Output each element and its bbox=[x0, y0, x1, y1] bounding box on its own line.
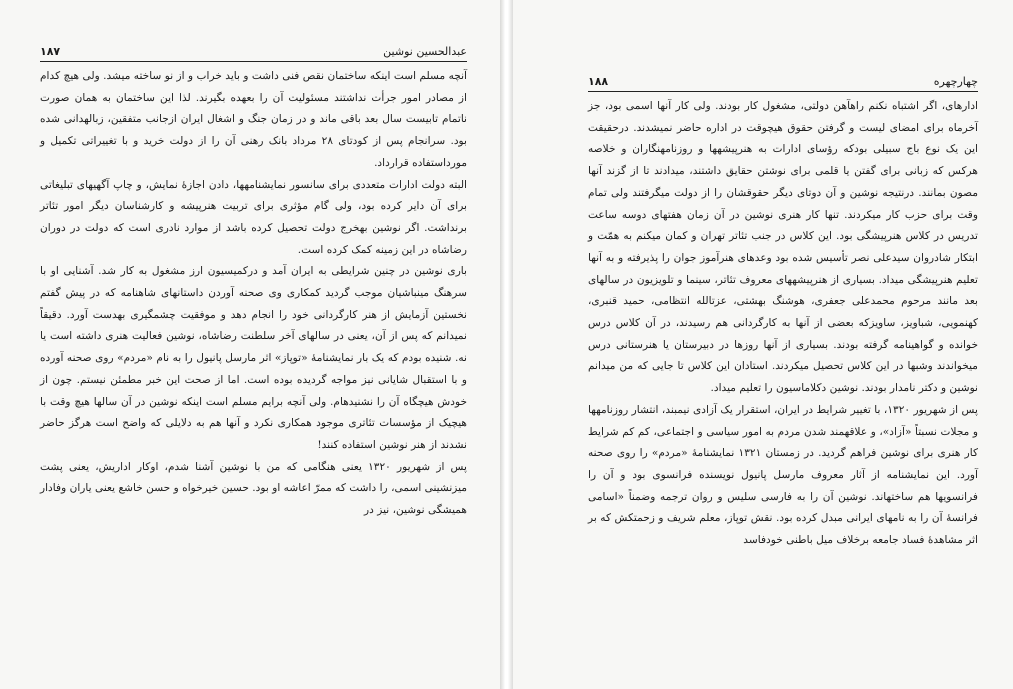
running-title: چهارچهره bbox=[933, 75, 978, 88]
paragraph: پس از شهریور ۱۳۲۰ یعنی هنگامی که من با نوشین آشنا شدم، اوکار اداریش، یعنی پشت میزنشینی اسمی، را داشت که ممرّ اعاشه او بود. حسین خیرخواه و حسن خاشع یعنی یاران وفادار همیشگی نوشین، نیز در bbox=[40, 460, 467, 517]
page-text bbox=[40, 66, 467, 674]
book-gutter bbox=[500, 0, 513, 689]
paragraph: البته دولت ادارات متعددی برای سانسور نمایشنامهها، دادن اجازهٔ نمایش، و چاپ آگهیهای تبلیغاتی برای آن دایر کرده بود، ولی گام مؤثری برای تربیت هنرپیشه و کارشناسان دیگر امور تئاتر برنداشت. اگر نوشین بهخرج دولت تحصیل کرده باشد از موارد نادری است که دولت در دوران رضاشاه در این زمینه کمک کرده است. bbox=[40, 178, 467, 256]
page-text bbox=[588, 96, 978, 676]
paragraph: پس از شهریور ۱۳۲۰، با تغییر شرایط در ایران، استقرار یک آزادی نیمبند، انتشار روزنامهها و مجلات نسبتاً «آزاد»، و علاقهمند شدن مردم به امور سیاسی و اجتماعی، کم کم شرایط کار هنری برای نوشین فراهم گردید. در زمستان ۱۳۲۱ نمایشنامهٔ «مردم» را روی صحنه آورد. این نمایشنامه از آثار معروف مارسل پانیول نویسنده فرانسوی بود و آن را فرانسویها هم ساختهاند. نوشین آن را به فارسی سلیس و روان ترجمه وضمناً «اسامی فرانسهٔ آن را به نامهای ایرانی مبدل کرده بود. نقش توپاز، معلم شریف و زحمتکش که بر اثر مشاهدهٔ فساد جامعه برخلاف میل باطنی خودفاسد bbox=[588, 403, 978, 547]
running-title: عبدالحسین نوشین bbox=[383, 45, 467, 58]
right-page-header bbox=[588, 73, 978, 92]
paragraph: باری نوشین در چنین شرایطی به ایران آمد و درکمیسیون ارز مشغول به کار شد. آشنایی او با سرهنگ مینباشیان موجب گردید کمکاری وی صحنه آوردن داستانهای شاهنامه که در پیش گفتم نخستین آزمایش از هنر کارگردانی خود را انجام دهد و موفقیت چشمگیری بهدست آورد. دقیقاً نمیدانم که پس از آن، یعنی در سالهای آخر سلطنت رضاشاه، نوشین فعالیت هنری داشته است یا نه. شنیده بودم که یک بار نمایشنامهٔ «توپاز» اثر مارسل پانیول را به نام «مردم» روی صحنه آورده و با استقبال شایانی نیز مواجه گردیده بوده است. اما از صحت این خبر مطمئن نیستم. چون از خودش هیچگاه آن را نشنیدهام. ولی آنچه برایم مسلم است اینکه نوشین در آن سالها هیچ وقت با هیچیک از مؤسسات تئاتری موجود همکاری نکرد و آنها هم به دلایلی که واضح است هرگز حاضر نشدند از هنر نوشین استفاده کنند! bbox=[40, 265, 467, 451]
right-page bbox=[513, 0, 1013, 689]
page-number: ۱۸۸ bbox=[588, 75, 609, 88]
left-page bbox=[0, 0, 500, 689]
paragraph: ادارهای، اگر اشتباه نکنم راهآهن دولتی، مشغول کار بودند. ولی کار آنها اسمی بود، جز آخرماه برای امضای لیست و گرفتن حقوق هیچوقت در اداره حاضر نمیشدند. درحقیقت این یک نوع باج سبیلی بودکه رؤسای ادارات به هنرپیشهها و روزنامهنگاران و خلاصه هرکس که زبانی برای گفتن یا قلمی برای نوشتن حقایق داشتند، میدادند تا از گزند آنها مصون بمانند. درنتیجه نوشین و آن دوتای دیگر حقوقشان را از دولت میگرفتند ولی تمام وقت برای حزب کار میکردند. تنها کار هنری نوشین در آن زمان هفتهای دوسه ساعت تدریس در کلاس هنرپیشگی بود. این کلاس در جنب تئاتر تهران و کمان میکنم به همّت و ابتکار شادروان سیدعلی نصر تأسیس شده بود وعدهای هنرآموز جوان را پذیرفته و به آنها تعلیم هنرپیشگی میداد. بسیاری از هنرپیشههای معروف تئاتر، سینما و تلویزیون در سالهای بعد مانند مرحوم محمدعلی جعفری، هوشنگ بهشتی، عزتالله انتظامی، حمید قنبری، کهنمویی، شباویز، ساویزکه بعضی از آنها به کارگردانی هم رسیدند، در آن کلاس درس خوانده و گواهینامه گرفته بودند. بسیاری از آنها روزها در دبیرستان یا هنرستانی درس میخواندند وشبها در این کلاس تحصیل میکردند. استادان این کلاس تا جایی که من میدانم نوشین و دکتر نامدار بودند. نوشین دکلاماسیون را تعلیم میداد. bbox=[588, 100, 978, 395]
paragraph: آنچه مسلم است اینکه ساختمان نقص فنی داشت و باید خراب و از نو ساخته میشد. ولی هیچ کدام از مصادر امور جرأت نداشتند مسئولیت آن را بعهده بگیرند. لذا این ساختمان به همان صورت ناتمام تابیست سال بعد باقی ماند و در زمان جنگ و اشغال ایران ازجانب متفقین، زبالهدانی شده بود. سرانجام پس از کودتای ۲۸ مرداد بانک رهنی آن را از دولت خرید و با تغییراتی تکمیل و مورداستفاده قرارداد. bbox=[40, 70, 467, 169]
page-number: ۱۸۷ bbox=[40, 45, 61, 58]
left-page-header bbox=[40, 43, 467, 62]
